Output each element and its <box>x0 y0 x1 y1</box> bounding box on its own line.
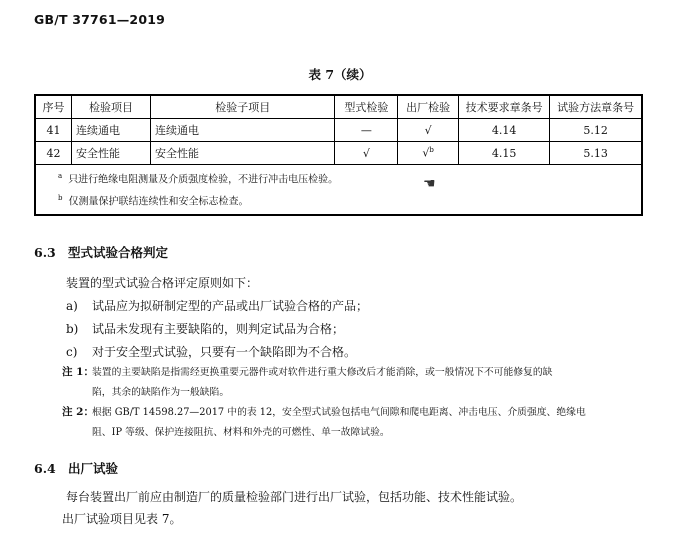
footnote-a <box>58 167 635 189</box>
table-caption: 表 7（续） <box>308 67 372 82</box>
section-6-4-para1: 每台装置出厂前应由制造厂的质量检验部门进行出厂试验，包括功能、技术性能试验。 <box>66 490 523 504</box>
section-6-3-intro: 装置的型式试验合格评定原则如下： <box>66 276 259 290</box>
section-6-4-para2: 出厂试验项目见表 7。 <box>62 512 182 526</box>
cell-subitem: 安全性能 <box>151 142 335 165</box>
footnote-ref: b <box>429 146 434 155</box>
section-number: 6.4 <box>34 461 56 476</box>
footnote-text: 只进行绝缘电阻测量及介质强度检验，不进行冲击电压检验。 <box>68 174 339 186</box>
note-2-line1: 根据 GB/T 14598.27—2017 中的表 12，安全型式试验包括电气间隙和爬电距离、冲击电压、介质强度、绝缘电 <box>92 407 586 418</box>
table-row <box>35 119 642 142</box>
cell-req-clause: 4.15 <box>459 142 550 165</box>
note-1-line1: 装置的主要缺陷是指需经更换重要元器件或对软件进行重大修改后才能消除，或一般情况下不可能修复的缺 <box>92 367 553 378</box>
col-header-subitem: 检验子项目 <box>151 95 335 119</box>
cell-item: 连续通电 <box>71 119 150 142</box>
list-text: 试品未发现有主要缺陷的，则判定试品为合格； <box>92 322 345 336</box>
factory-test-value: √ <box>422 146 430 160</box>
footnote-mark: b <box>58 194 63 203</box>
col-header-item: 检验项目 <box>71 95 150 119</box>
cell-no: 41 <box>35 119 71 142</box>
footnote-mark: a <box>58 172 63 180</box>
list-item <box>66 297 368 314</box>
cell-no: 42 <box>35 142 71 165</box>
col-header-req-clause: 技术要求章条号 <box>459 95 550 119</box>
table-row <box>35 142 642 165</box>
cell-type-test: √ <box>335 142 398 165</box>
table-footnotes-row <box>35 165 642 215</box>
col-header-no: 序号 <box>35 95 71 119</box>
standard-number: GB/T 37761—2019 <box>34 12 166 27</box>
col-header-type-test: 型式检验 <box>335 95 398 119</box>
cell-method-clause: 5.13 <box>550 142 642 165</box>
section-title: 型式试验合格判定 <box>68 245 169 260</box>
col-header-method-clause: 试验方法章条号 <box>550 95 642 119</box>
list-label: b) <box>66 322 79 336</box>
section-title: 出厂试验 <box>68 461 119 476</box>
list-text: 试品应为拟研制定型的产品或出厂试验合格的产品； <box>92 299 369 313</box>
footnote-text: 仅测量保护联结连续性和安全标志检查。 <box>68 196 249 208</box>
list-label: a) <box>66 299 78 313</box>
footnote-b <box>58 189 635 211</box>
table-7 <box>34 94 643 216</box>
cell-subitem: 连续通电 <box>151 119 335 142</box>
col-header-factory-test: 出厂检验 <box>398 95 459 119</box>
list-item <box>66 343 356 360</box>
list-label: c) <box>66 345 78 359</box>
table-footnotes <box>35 165 642 215</box>
cell-factory-test: √ <box>398 119 459 142</box>
list-item <box>66 320 344 337</box>
table-header-row <box>35 95 642 119</box>
note-1-line2: 陷，其余的缺陷作为一般缺陷。 <box>92 387 230 398</box>
note-2-line2: 阻、IP 等级、保护连接阻抗、材料和外壳的可燃性、单一故障试验。 <box>92 427 390 438</box>
hand-cursor-icon: ☚ <box>423 176 436 192</box>
section-number: 6.3 <box>34 245 56 260</box>
list-text: 对于安全型式试验，只要有一个缺陷即为不合格。 <box>92 345 357 359</box>
section-6-3-heading <box>34 243 168 261</box>
cell-req-clause: 4.14 <box>459 119 550 142</box>
cell-item: 安全性能 <box>71 142 150 165</box>
cell-type-test: — <box>335 119 398 142</box>
cell-method-clause: 5.12 <box>550 119 642 142</box>
section-6-4-heading <box>34 459 118 477</box>
note-2-label: 注 2： <box>62 406 94 418</box>
cell-factory-test <box>398 142 459 165</box>
note-1-label: 注 1： <box>62 366 94 378</box>
